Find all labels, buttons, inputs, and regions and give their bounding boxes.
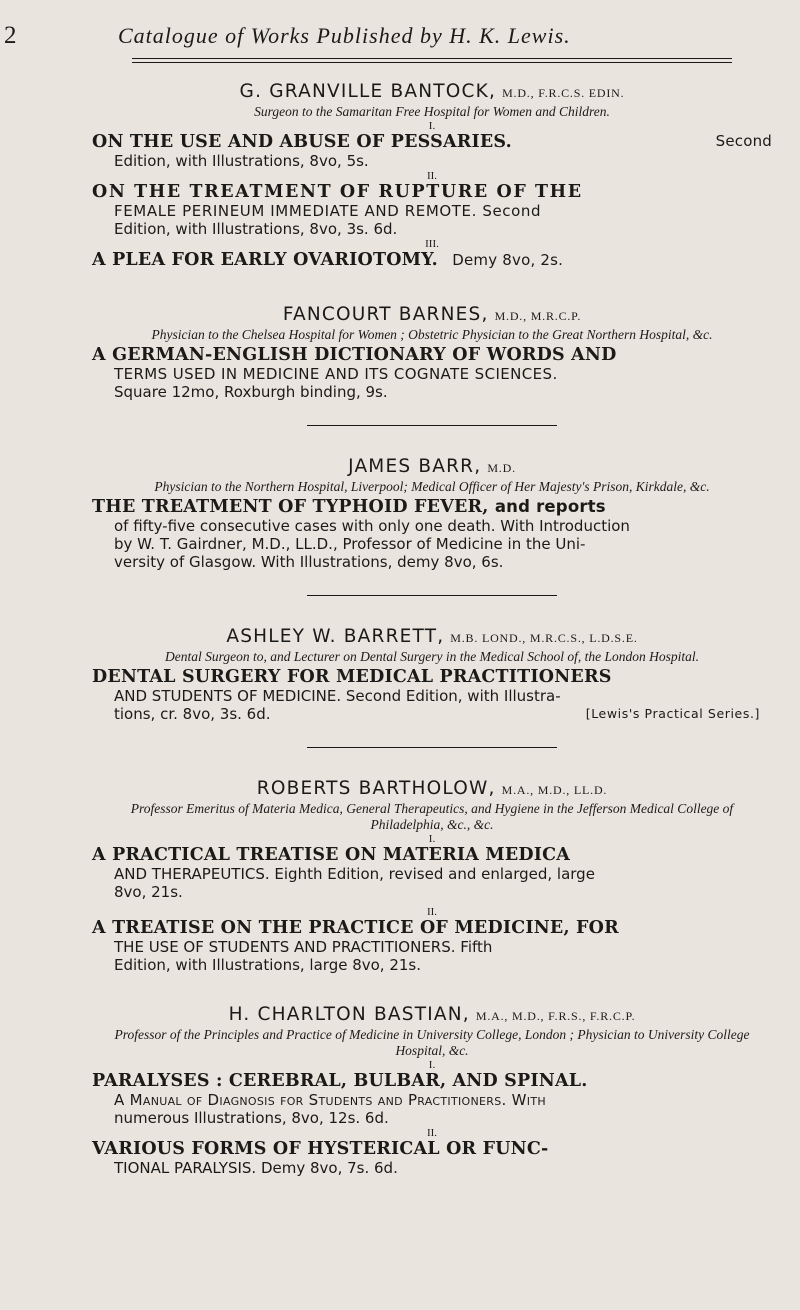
author-qualifications: M.B. LOND., M.R.C.S., L.D.S.E. xyxy=(450,631,638,645)
running-title: Catalogue of Works Published by H. K. Lewis. xyxy=(118,23,571,48)
section-divider xyxy=(307,747,557,748)
author-qualifications: M.A., M.D., LL.D. xyxy=(501,783,608,797)
section-divider xyxy=(307,595,557,596)
author-name: FANCOURT BARNES, M.D., M.R.C.P. xyxy=(282,304,582,325)
author-position: Professor of the Principles and Practice of Medicine in University College, London ; Physician to University College Hospital, &c. xyxy=(114,1027,750,1058)
catalogue-entry xyxy=(92,778,772,974)
work-title: ON THE USE AND ABUSE OF PESSARIES. Second xyxy=(92,132,772,152)
work-description: Square 12mo, Roxburgh binding, 9s. xyxy=(114,383,388,401)
work-description: by W. T. Gairdner, M.D., LL.D., Professor of Medicine in the Uni- xyxy=(114,535,586,553)
author-name: H. CHARLTON BASTIAN, M.A., M.D., F.R.S., F.R.C.P. xyxy=(228,1004,636,1025)
author-name: JAMES BARR, M.D. xyxy=(348,456,516,477)
work-title: A PLEA FOR EARLY OVARIOTOMY. Demy 8vo, 2s. xyxy=(92,250,564,270)
work-number: II. xyxy=(426,906,438,918)
catalogue-entry xyxy=(92,456,772,571)
catalogue-entry xyxy=(92,304,772,401)
header-rule xyxy=(132,62,732,63)
work-number: III. xyxy=(425,238,439,250)
work-number: II. xyxy=(426,170,438,182)
author-qualifications: M.D., F.R.C.S. EDIN. xyxy=(502,86,625,100)
author-position: Physician to the Chelsea Hospital for Women ; Obstetric Physician to the Great Northern Hospital, &c. xyxy=(151,327,713,342)
work-number: I. xyxy=(428,1059,436,1071)
work-description: tions, cr. 8vo, 3s. 6d. [Lewis's Practical Series.] xyxy=(114,705,760,723)
work-number: II. xyxy=(426,1127,438,1139)
author-qualifications: M.D. xyxy=(487,461,516,475)
catalogue-entry xyxy=(92,626,772,723)
work-number: I. xyxy=(428,120,436,132)
work-description: FEMALE PERINEUM IMMEDIATE AND REMOTE. Second xyxy=(114,202,542,220)
work-title: VARIOUS FORMS OF HYSTERICAL OR FUNC- xyxy=(92,1139,549,1159)
work-description: of fifty-five consecutive cases with only one death. With Introduction xyxy=(114,517,630,535)
work-description: Edition, with Illustrations, 8vo, 5s. xyxy=(114,152,369,170)
author-name: ASHLEY W. BARRETT, M.B. LOND., M.R.C.S., L.D.S.E. xyxy=(226,626,638,647)
work-title: A GERMAN-ENGLISH DICTIONARY OF WORDS AND xyxy=(92,345,617,365)
work-title: ON THE TREATMENT OF RUPTURE OF THE xyxy=(92,182,583,202)
work-description: AND THERAPEUTICS. Eighth Edition, revised and enlarged, large xyxy=(114,865,595,883)
author-position: Dental Surgeon to, and Lecturer on Dental Surgery in the Medical School of, the London Hospital. xyxy=(165,649,699,664)
work-description: Edition, with Illustrations, large 8vo, 21s. xyxy=(114,956,422,974)
author-name: G. GRANVILLE BANTOCK, M.D., F.R.C.S. EDIN. xyxy=(239,81,625,102)
author-position: Physician to the Northern Hospital, Liverpool; Medical Officer of Her Majesty's Prison, Kirkdale, &c. xyxy=(154,479,710,494)
work-title: A PRACTICAL TREATISE ON MATERIA MEDICA xyxy=(92,845,571,865)
work-description: TIONAL PARALYSIS. Demy 8vo, 7s. 6d. xyxy=(114,1159,398,1177)
author-name: ROBERTS BARTHOLOW, M.A., M.D., LL.D. xyxy=(256,778,608,799)
work-description: AND STUDENTS OF MEDICINE. Second Edition, with Illustra- xyxy=(114,687,561,705)
work-title: A TREATISE ON THE PRACTICE OF MEDICINE, FOR xyxy=(92,918,619,938)
work-description: numerous Illustrations, 8vo, 12s. 6d. xyxy=(114,1109,389,1127)
work-number: I. xyxy=(428,833,436,845)
page-number: 2 xyxy=(4,22,17,49)
work-title: THE TREATMENT OF TYPHOID FEVER, and reports xyxy=(92,497,606,517)
author-qualifications: M.A., M.D., F.R.S., F.R.C.P. xyxy=(475,1009,636,1023)
work-description: A Manual of Diagnosis for Students and Practitioners. With xyxy=(114,1091,546,1109)
section-divider xyxy=(307,425,557,426)
author-position: Surgeon to the Samaritan Free Hospital for Women and Children. xyxy=(254,104,610,119)
catalogue-page xyxy=(4,22,772,1177)
catalogue-entry xyxy=(92,81,772,270)
header-rule xyxy=(132,58,732,59)
series-note: [Lewis's Practical Series.] xyxy=(585,706,760,721)
work-description: THE USE OF STUDENTS AND PRACTITIONERS. Fifth xyxy=(114,938,493,956)
work-description: Edition, with Illustrations, 8vo, 3s. 6d. xyxy=(114,220,398,238)
work-description: TERMS USED IN MEDICINE AND ITS COGNATE SCIENCES. xyxy=(114,365,558,383)
catalogue-entry xyxy=(92,1004,772,1177)
work-description: 8vo, 21s. xyxy=(114,883,183,901)
work-description: versity of Glasgow. With Illustrations, demy 8vo, 6s. xyxy=(114,553,504,571)
author-position: Professor Emeritus of Materia Medica, General Therapeutics, and Hygiene in the Jefferson Medical College of Philadelphia, &c., &c. xyxy=(130,801,734,832)
work-title: DENTAL SURGERY FOR MEDICAL PRACTITIONERS xyxy=(92,667,612,687)
work-title: PARALYSES : CEREBRAL, BULBAR, AND SPINAL. xyxy=(92,1071,588,1091)
running-header xyxy=(2,22,772,50)
author-qualifications: M.D., M.R.C.P. xyxy=(494,309,582,323)
